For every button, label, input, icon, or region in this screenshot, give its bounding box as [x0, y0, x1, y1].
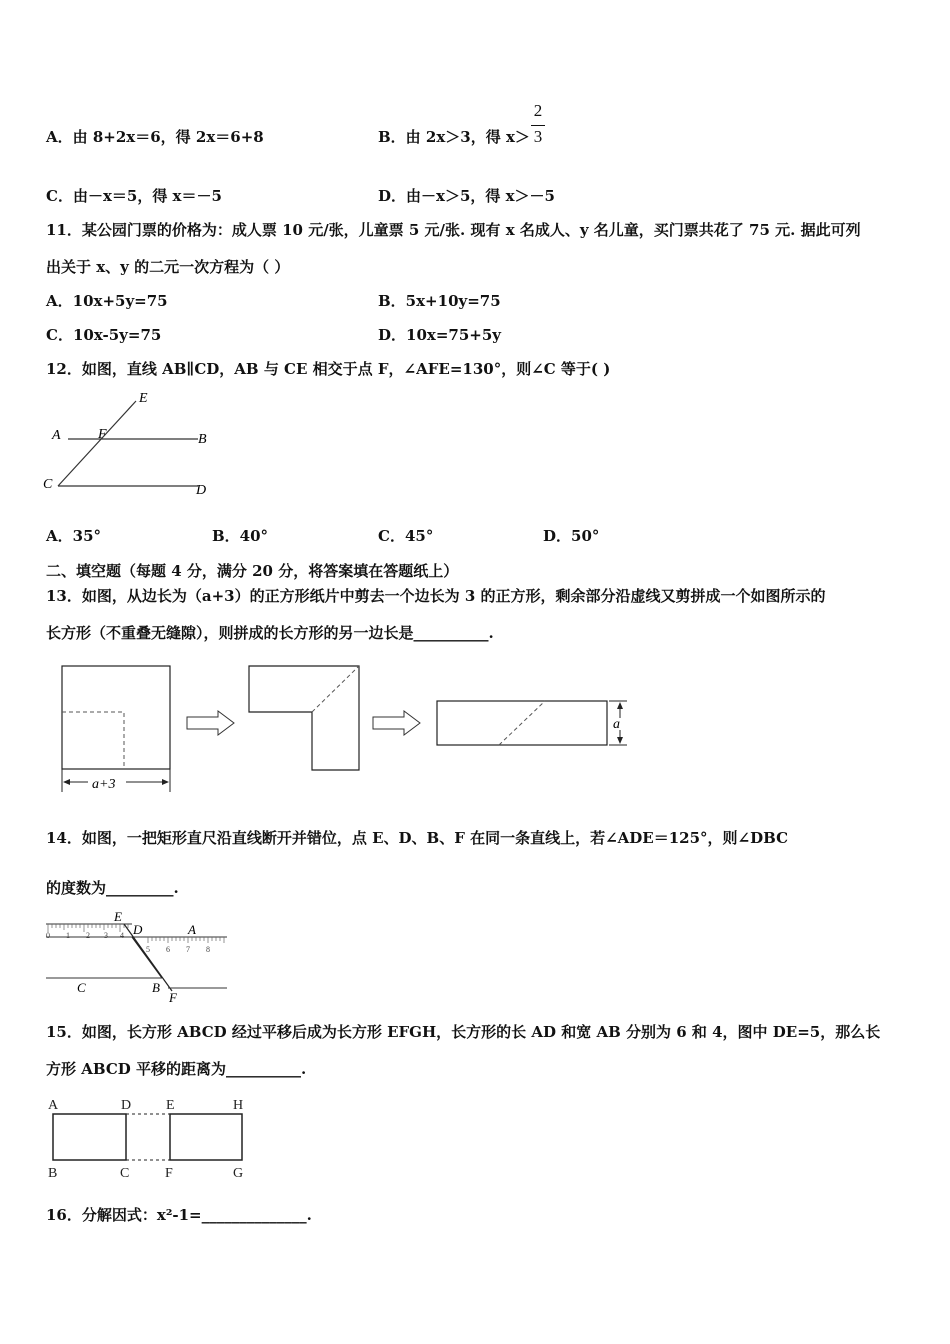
break-line-ef [124, 924, 172, 991]
dim-arrow-right [162, 779, 169, 785]
label-b: B [152, 980, 160, 995]
label-h: H [233, 1098, 244, 1113]
side-arrow-down [617, 737, 623, 744]
label-g: G [233, 1166, 244, 1181]
q10-fraction-numerator: 2 [533, 101, 543, 120]
svg-text:1: 1 [66, 931, 70, 940]
svg-text:4: 4 [120, 931, 124, 940]
label-e: E [114, 909, 122, 924]
cut-square-outline [62, 712, 124, 769]
q11-stem-line2: 出关于 x、y 的二元一次方程为（ ） [46, 258, 290, 276]
label-e: E [166, 1098, 175, 1113]
label-b: B [198, 432, 207, 447]
q12-stem: 12．如图，直线 AB∥CD，AB 与 CE 相交于点 F，∠AFE=130°，则∠C 等于( ) [46, 360, 611, 378]
label-a: A [188, 922, 196, 937]
svg-text:6: 6 [166, 945, 170, 954]
label-c: C [120, 1166, 130, 1181]
label-b: B [48, 1166, 58, 1181]
ruler-ticks-bottom [148, 937, 224, 943]
ruler-numbers-top [46, 931, 124, 940]
svg-text:5: 5 [146, 945, 150, 954]
label-d: D [133, 922, 143, 937]
q13-stem-line2: 长方形（不重叠无缝隙），则拼成的长方形的另一边长是__________. [46, 624, 494, 642]
break-line-db [132, 937, 162, 978]
label-f: F [169, 990, 177, 1005]
label-a: A [52, 428, 61, 443]
label-e: E [139, 391, 148, 406]
q15-translated-rectangles-figure [44, 1093, 254, 1188]
q11-stem-line1: 11．某公园门票的价格为：成人票 10 元/张，儿童票 5 元/张. 现有 x 名成人、y 名儿童，买门票共花了 75 元. 据此可列 [46, 221, 861, 239]
label-f: F [98, 427, 107, 442]
q10-option-c: C．由－x＝5，得 x＝－5 [46, 187, 222, 205]
label-a: A [48, 1098, 59, 1113]
q11-option-d: D．10x=75+5y [378, 326, 501, 344]
q10-option-a: A．由 8+2x＝6，得 2x＝6+8 [46, 128, 264, 146]
q11-option-b: B．5x+10y=75 [378, 292, 501, 310]
q16-stem: 16．分解因式：x²-1=______________. [46, 1206, 312, 1224]
label-d: D [121, 1098, 132, 1113]
side-arrow-up [617, 702, 623, 709]
q12-option-d: D．50° [543, 527, 600, 545]
q14-broken-ruler-figure [44, 910, 234, 1005]
label-c: C [77, 980, 86, 995]
rectangle-efgh [170, 1114, 242, 1160]
arrow-right-icon [373, 711, 420, 735]
line-ce [58, 401, 136, 486]
dim-arrow-left [63, 779, 70, 785]
section-2-heading: 二、填空题（每题 4 分，满分 20 分，将答案填在答题纸上） [46, 562, 459, 580]
svg-text:2: 2 [86, 931, 90, 940]
svg-text:7: 7 [186, 945, 190, 954]
q10-option-d: D．由－x＞5，得 x＞－5 [378, 187, 555, 205]
q11-option-a: A．10x+5y=75 [46, 292, 168, 310]
label-f: F [165, 1166, 173, 1181]
q12-option-b: B．40° [212, 527, 269, 545]
q13-square-cutting-figure [50, 660, 640, 800]
ruler-numbers-bottom [146, 945, 210, 954]
rectangle-abcd [53, 1114, 126, 1160]
rectangle-cut-line [499, 701, 545, 745]
q12-option-c: C．45° [378, 527, 434, 545]
l-shape-cut-line [312, 666, 359, 712]
q10-fraction-bar [531, 125, 545, 126]
q13-stem-line1: 13．如图，从边长为（a+3）的正方形纸片中剪去一个边长为 3 的正方形，剩余部分沿虚线又剪拼成一个如图所示的 [46, 587, 826, 605]
q10-fraction-denominator: 3 [533, 127, 543, 146]
label-c: C [43, 477, 53, 492]
q10-option-b: B．由 2x＞3，得 x＞ [378, 128, 530, 146]
q14-stem-line1: 14．如图，一把矩形直尺沿直线断开并错位，点 E、D、B、F 在同一条直线上，若∠ADE＝125°，则∠DBC [46, 829, 789, 847]
q14-stem-line2: 的度数为_________. [46, 879, 179, 897]
label-d: D [196, 483, 207, 498]
q15-stem-line1: 15．如图，长方形 ABCD 经过平移后成为长方形 EFGH，长方形的长 AD 和宽 AB 分别为 6 和 4，图中 DE=5，那么长 [46, 1023, 881, 1041]
q11-option-c: C．10x-5y=75 [46, 326, 162, 344]
q15-stem-line2: 方形 ABCD 平移的距离为__________. [46, 1060, 307, 1078]
q12-parallel-lines-figure [40, 385, 220, 500]
svg-text:0: 0 [46, 931, 50, 940]
dim-label-a-plus-3: a+3 [92, 777, 116, 792]
arrow-right-icon [187, 711, 234, 735]
q12-option-a: A．35° [46, 527, 102, 545]
big-square [62, 666, 170, 769]
svg-text:3: 3 [104, 931, 108, 940]
svg-text:8: 8 [206, 945, 210, 954]
side-label-a: a [613, 717, 620, 732]
